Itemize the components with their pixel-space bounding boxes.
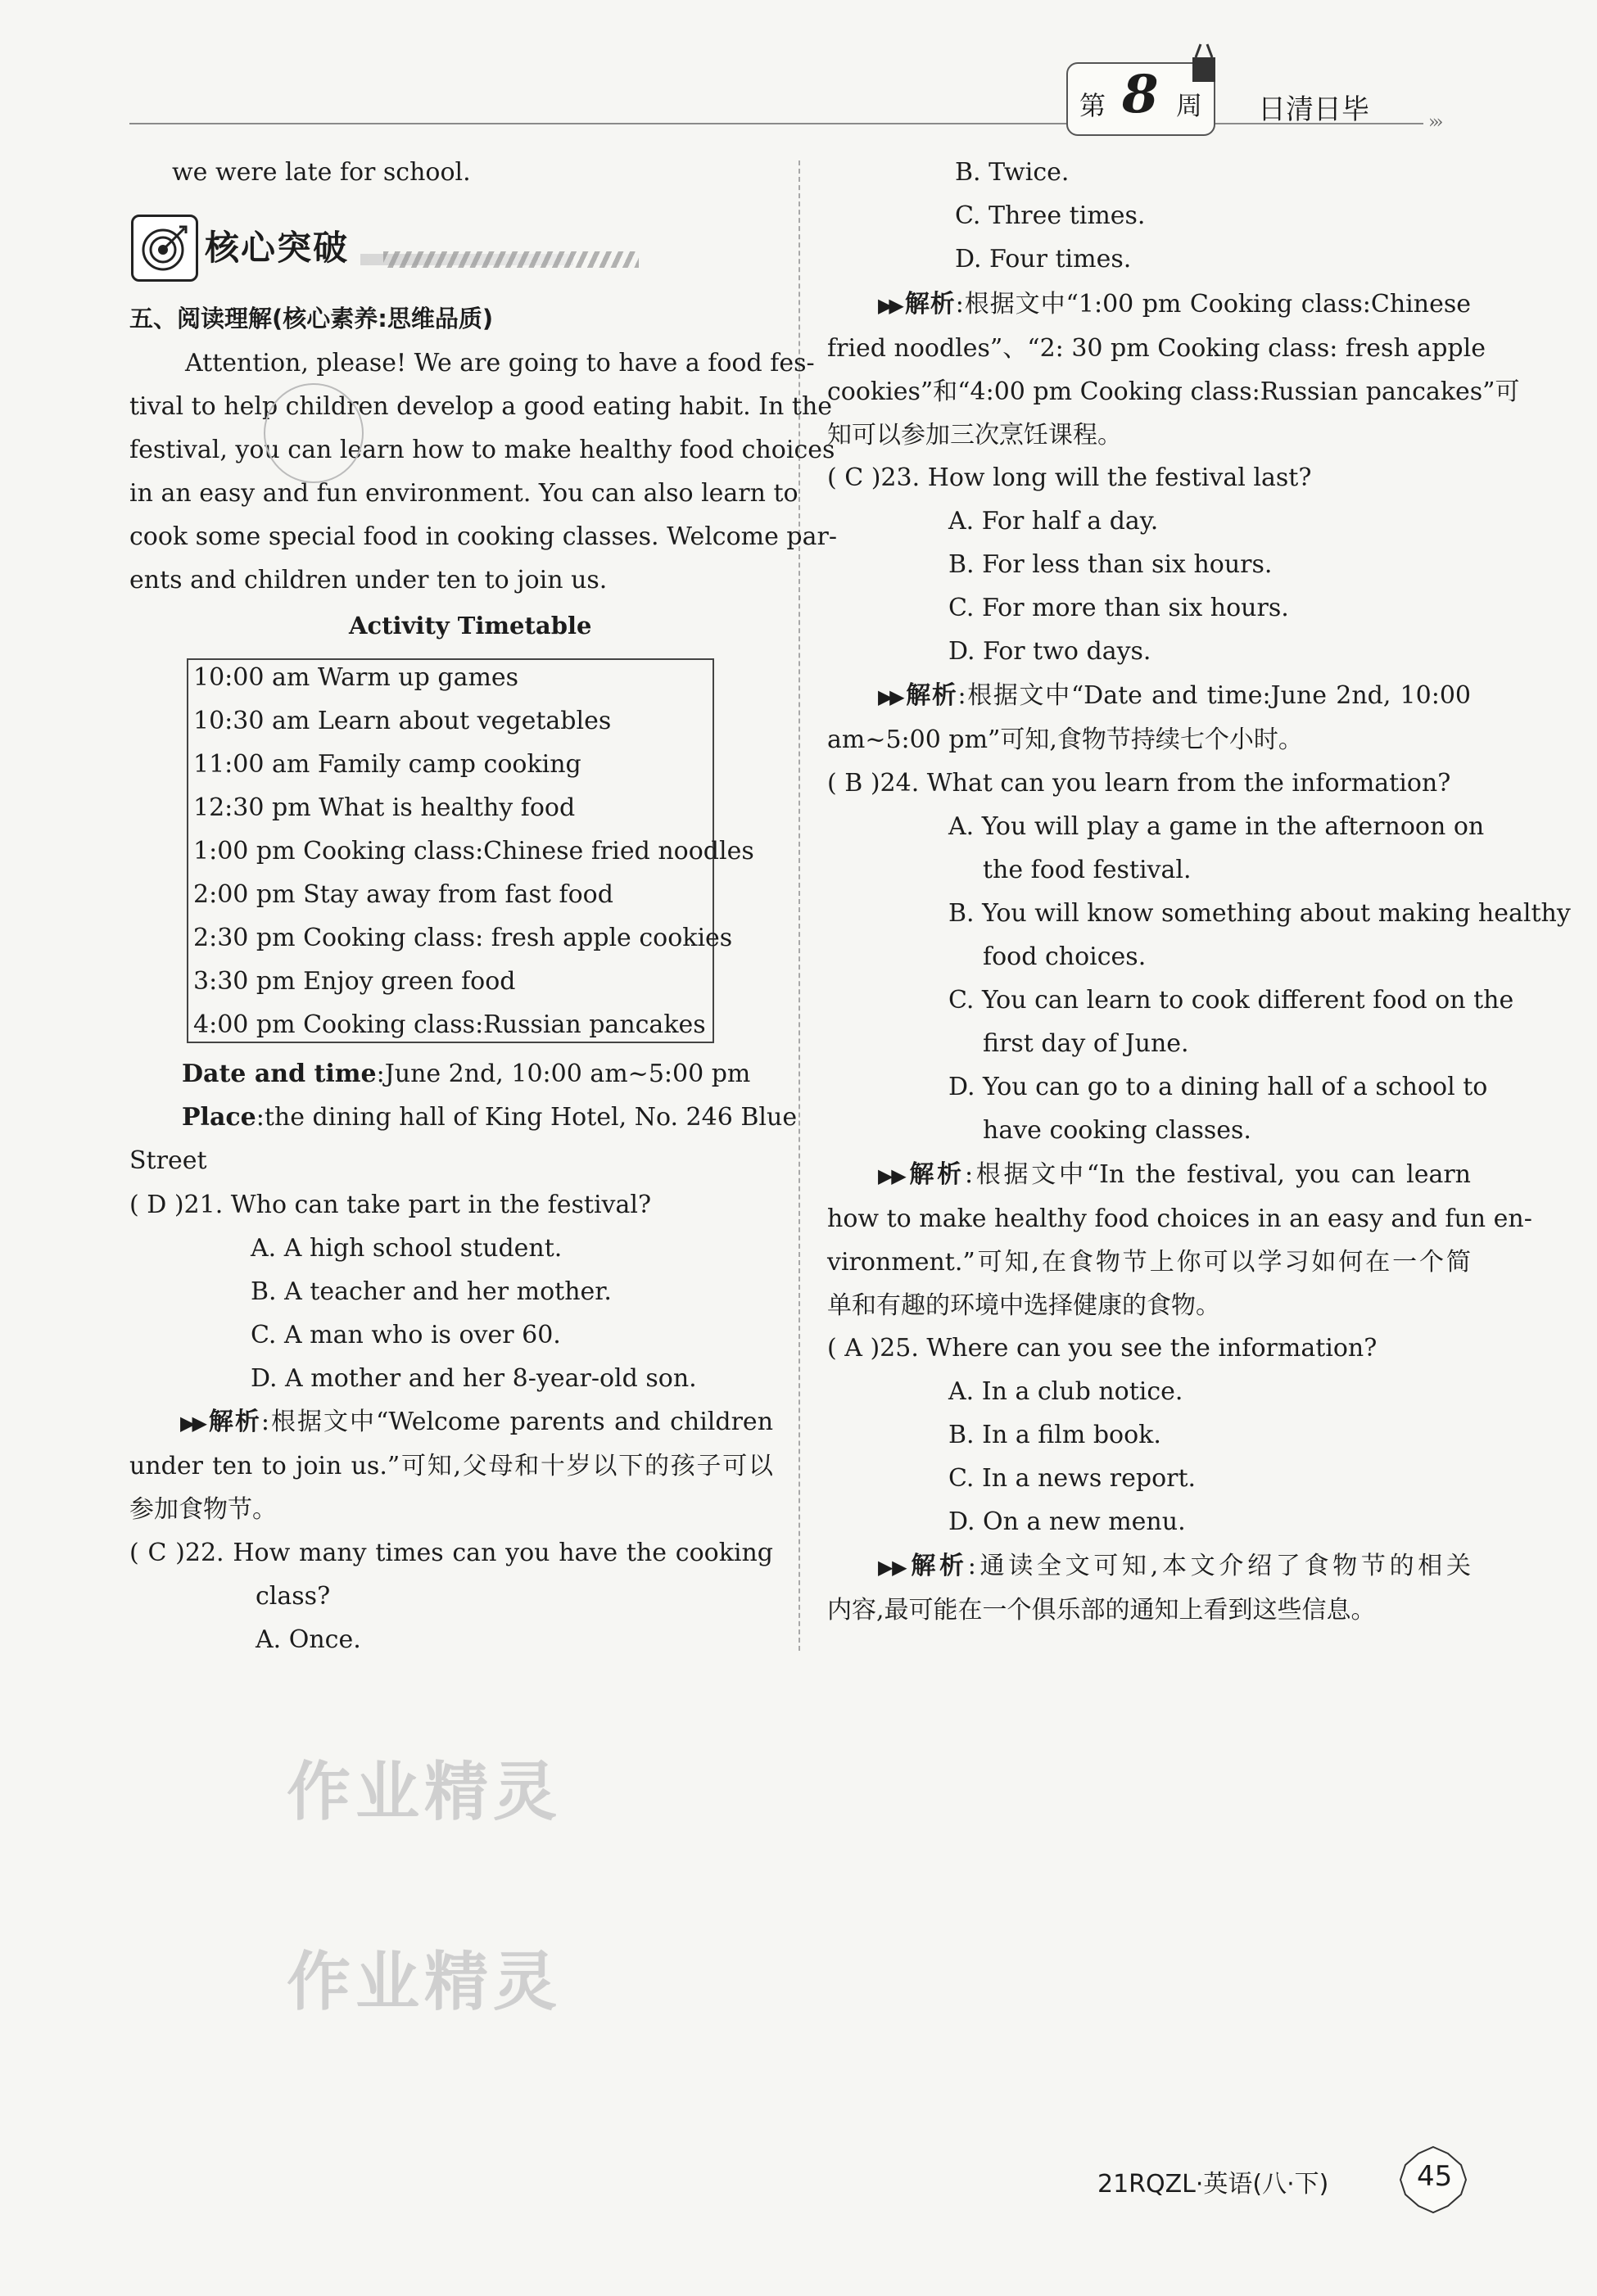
option: A. Once.: [256, 1625, 361, 1654]
question-22: [129, 1531, 773, 1575]
analysis-line: 内容,最可能在一个俱乐部的通知上看到这些信息。: [827, 1596, 1376, 1625]
date-label: Date and time: [182, 1060, 377, 1088]
banner-stripes: [383, 251, 639, 268]
option: C. A man who is over 60.: [251, 1321, 561, 1349]
header-arrows-icon: ›››: [1428, 112, 1441, 133]
date-value: :June 2nd, 10:00 am~5:00 pm: [376, 1060, 751, 1088]
arrow-icon: ▶▶: [878, 1164, 905, 1187]
option: D. Four times.: [955, 245, 1132, 273]
reading-passage: [129, 341, 837, 602]
series-title: 日清日毕: [1258, 93, 1369, 126]
option: C. Three times.: [955, 201, 1146, 230]
header-rule: [129, 123, 1423, 124]
analysis-22: ▶▶ 解析:根据文中“1:00 pm Cooking class:Chinese fried noodles”、“2: 30 pm Cooking class: fresh apple cookies”和“4:00 pm Cooking class:Russian pancakes”可 知可以参加三次烹饪课程。: [827, 282, 1471, 457]
option: D. On a new menu.: [948, 1507, 1186, 1536]
timetable-row: 4:00 pm Cooking class:Russian pancakes: [193, 1010, 706, 1039]
analysis-line: 知可以参加三次烹饪课程。: [827, 421, 1122, 450]
timetable-title: Activity Timetable: [349, 612, 592, 640]
answer-23: ( C )23.: [827, 463, 921, 492]
watermark-stamp: [264, 383, 364, 483]
analysis-label: ▶▶ 解析: [878, 1160, 965, 1189]
answer-22: ( C )22.: [129, 1539, 224, 1567]
section-heading: 五、阅读理解(核心素养:思维品质): [129, 305, 494, 332]
question-24: [827, 762, 1450, 805]
option-continued: first day of June.: [983, 1029, 1189, 1058]
option: C. For more than six hours.: [948, 594, 1289, 622]
week-suffix: 周: [1176, 90, 1203, 121]
options-24: [948, 805, 1571, 1152]
passage-line: cook some special food in cooking classes. Welcome par-: [129, 522, 837, 551]
week-prefix: 第: [1079, 90, 1106, 121]
analysis-label: ▶▶ 解析: [878, 1552, 968, 1580]
watermark-text: 作业精灵: [287, 1756, 563, 1829]
question-23-text: How long will the festival last?: [927, 463, 1312, 492]
option: A. For half a day.: [948, 507, 1159, 536]
option: D. A mother and her 8-year-old son.: [251, 1364, 697, 1393]
section-banner: 核心突破: [205, 228, 350, 268]
question-23: [827, 456, 1311, 499]
analysis-21: ▶▶ 解析:根据文中“Welcome parents and children under ten to join us.”可知,父母和十岁以下的孩子可以 参加食物节。: [129, 1400, 773, 1531]
analysis-line: how to make healthy food choices in an easy and fun en-: [827, 1204, 1532, 1233]
option: B. Twice.: [955, 158, 1070, 187]
timetable-row: 11:00 am Family camp cooking: [193, 750, 581, 779]
arrow-icon: ▶▶: [180, 1411, 204, 1435]
activity-timetable: [187, 658, 754, 1043]
place-label: Place: [182, 1103, 256, 1132]
analysis-line: under ten to join us.”可知,父母和十岁以下的孩子可以: [129, 1452, 773, 1480]
analysis-line: vironment.”可知,在食物节上你可以学习如何在一个简: [827, 1248, 1471, 1277]
passage-line: ents and children under ten to join us.: [129, 566, 608, 594]
binder-clip-icon: [1189, 43, 1219, 85]
watermark-text: 作业精灵: [287, 1946, 563, 2019]
passage-line: tival to help children develop a good eating habit. In the: [129, 392, 833, 421]
option-continued: the food festival.: [983, 856, 1192, 884]
analysis-25: ▶▶ 解析:通读全文可知,本文介绍了食物节的相关 内容,最可能在一个俱乐部的通知上看到这些信息。: [827, 1544, 1471, 1632]
option: A. A high school student.: [251, 1234, 563, 1263]
question-25-text: Where can you see the information?: [926, 1334, 1378, 1363]
week-number: 8: [1122, 64, 1159, 125]
arrow-icon: ▶▶: [878, 1555, 907, 1579]
arrow-icon: ▶▶: [878, 293, 900, 317]
place-value: :the dining hall of King Hotel, No. 246 Blue: [256, 1103, 798, 1132]
question-21-text: Who can take part in the festival?: [230, 1191, 652, 1219]
page-number: 45: [1417, 2160, 1453, 2193]
timetable-row: 2:30 pm Cooking class: fresh apple cookies: [193, 924, 733, 952]
arrow-icon: ▶▶: [878, 685, 902, 708]
option: C. In a news report.: [948, 1464, 1197, 1493]
carry-over-line: we were late for school.: [172, 158, 471, 187]
question-21: [129, 1183, 651, 1227]
option: B. A teacher and her mother.: [251, 1277, 612, 1306]
analysis-line: am~5:00 pm”可知,食物节持续七个小时。: [827, 725, 1303, 754]
question-22-text: How many times can you have the cooking: [233, 1539, 773, 1567]
options-22-continued: [955, 151, 1145, 281]
passage-line: Attention, please! We are going to have a food fes-: [185, 349, 815, 377]
options-25: [948, 1370, 1196, 1543]
passage-line: in an easy and fun environment. You can also learn to: [129, 479, 798, 508]
option-continued: food choices.: [983, 942, 1147, 971]
place: [182, 1096, 798, 1139]
analysis-label: ▶▶ 解析: [878, 681, 958, 710]
option: D. For two days.: [948, 637, 1151, 666]
option: B. For less than six hours.: [948, 550, 1273, 579]
place-continued: Street: [129, 1146, 207, 1175]
option-continued: have cooking classes.: [983, 1116, 1251, 1145]
timetable-row: 12:30 pm What is healthy food: [193, 793, 576, 822]
analysis-line: 单和有趣的环境中选择健康的食物。: [827, 1291, 1220, 1320]
timetable-row: 1:00 pm Cooking class:Chinese fried noodles: [193, 837, 754, 866]
option: B. In a film book.: [948, 1421, 1161, 1449]
timetable-row: 10:30 am Learn about vegetables: [193, 707, 612, 735]
analysis-label: ▶▶ 解析: [878, 290, 956, 319]
option: A. In a club notice.: [948, 1377, 1183, 1406]
analysis-line: cookies”和“4:00 pm Cooking class:Russian pancakes”可: [827, 377, 1520, 406]
analysis-label: ▶▶ 解析: [180, 1408, 261, 1436]
options-21: [251, 1227, 697, 1400]
question-24-text: What can you learn from the information?: [926, 769, 1451, 798]
analysis-line: fried noodles”、“2: 30 pm Cooking class: fresh apple: [827, 334, 1486, 363]
question-22-continued: class?: [256, 1582, 331, 1611]
option: D. You can go to a dining hall of a school to: [948, 1073, 1488, 1101]
option: C. You can learn to cook different food on the: [948, 986, 1514, 1015]
timetable-row: 2:00 pm Stay away from fast food: [193, 880, 613, 909]
analysis-24: ▶▶ 解析:根据文中“In the festival, you can learn how to make healthy food choices in an easy and fun en- vironment.”可知,在食物节上你可以学习如何在一个简 单和有趣的环境中选择健康的食物。: [827, 1153, 1471, 1327]
target-icon: [131, 215, 198, 282]
answer-21: ( D )21.: [129, 1191, 224, 1219]
book-code: 21RQZL·英语(八·下): [1097, 2170, 1329, 2199]
timetable-row: 3:30 pm Enjoy green food: [193, 967, 516, 996]
options-23: [948, 499, 1289, 673]
option: A. You will play a game in the afternoon on: [948, 812, 1485, 841]
date-time: [182, 1052, 750, 1096]
answer-24: ( B )24.: [827, 769, 920, 798]
answer-25: ( A )25.: [827, 1334, 919, 1363]
analysis-23: ▶▶ 解析:根据文中“Date and time:June 2nd, 10:00 am~5:00 pm”可知,食物节持续七个小时。: [827, 674, 1471, 762]
passage-line: festival, you can learn how to make healthy food choices: [129, 436, 835, 464]
option: B. You will know something about making healthy: [948, 899, 1571, 928]
question-25: [827, 1327, 1377, 1370]
timetable-row: 10:00 am Warm up games: [193, 663, 519, 692]
analysis-line: 参加食物节。: [129, 1495, 277, 1524]
